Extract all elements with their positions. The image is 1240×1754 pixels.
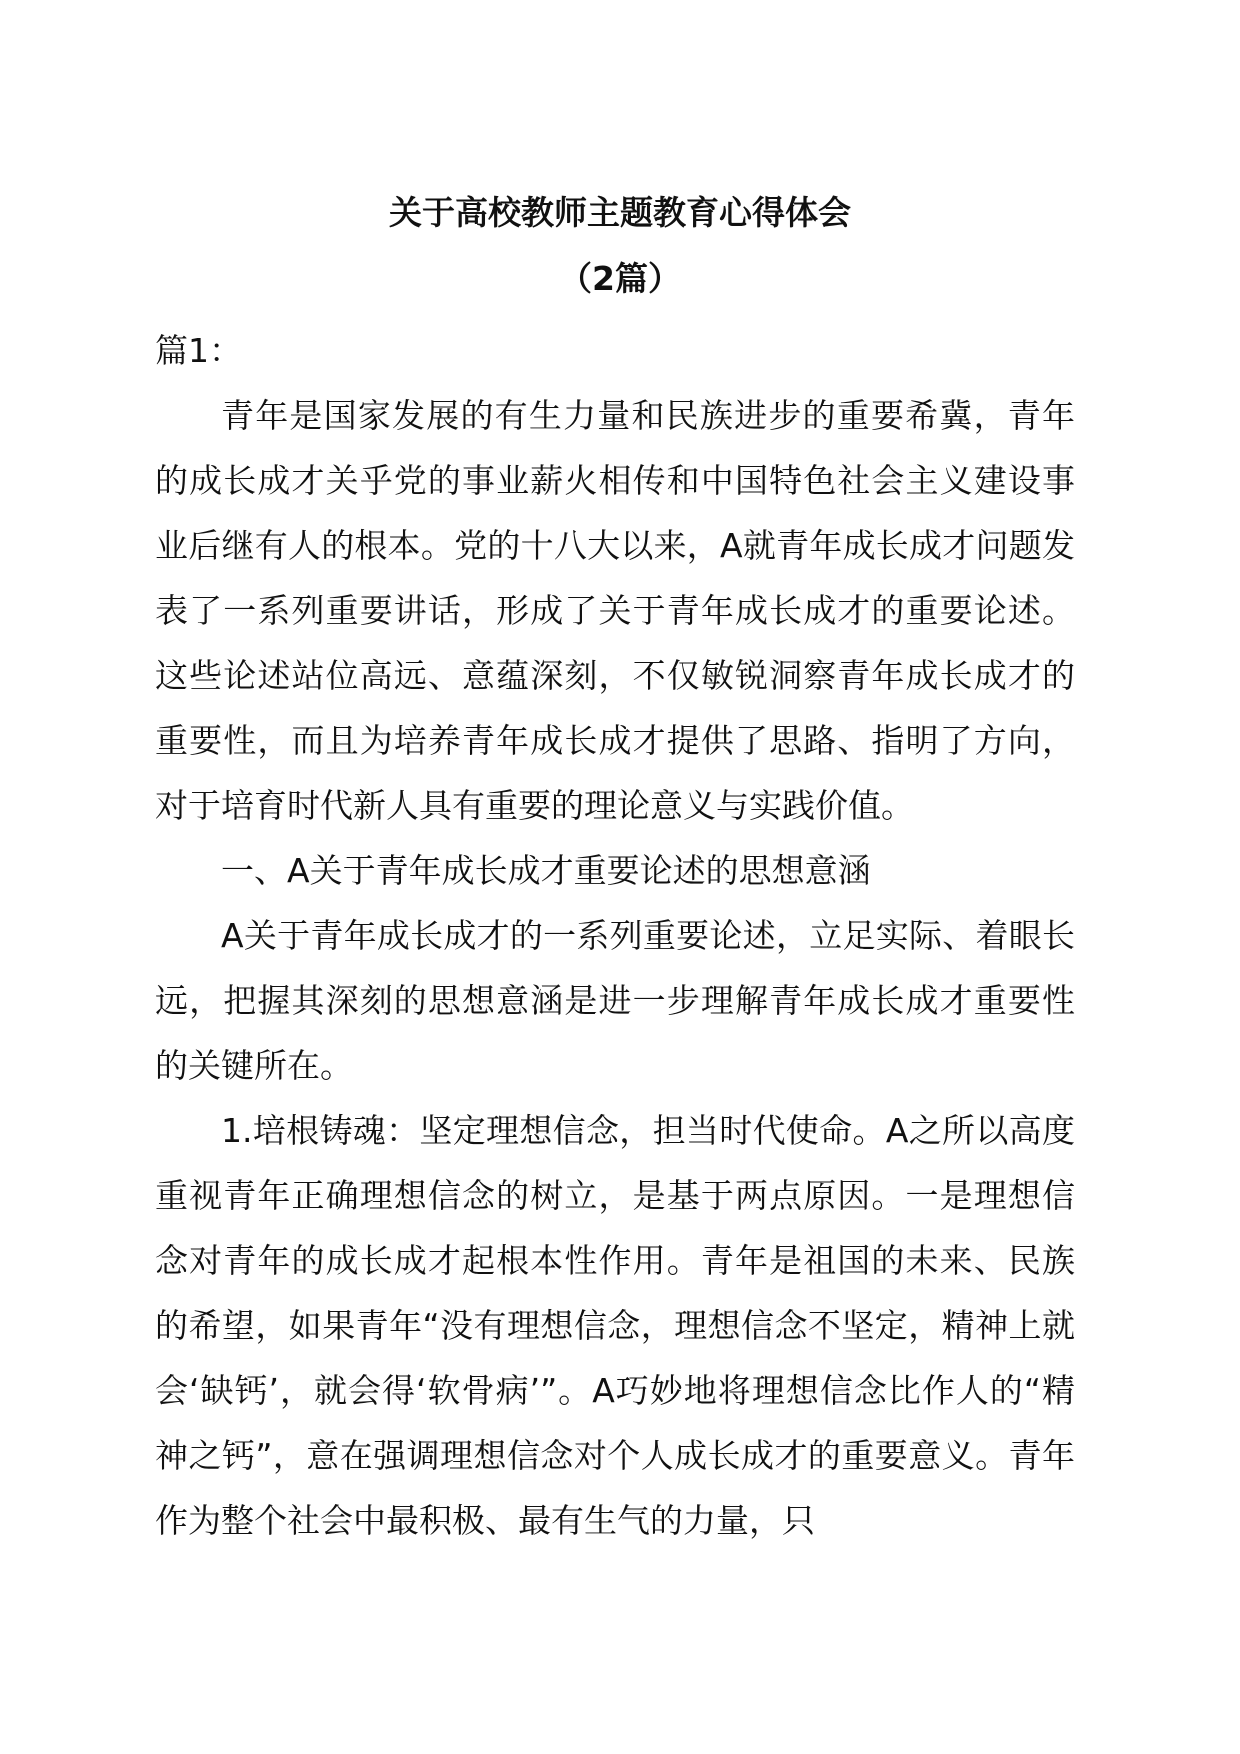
document-subtitle: （2篇） [559,259,681,298]
section-paragraph: A关于青年成长成才的一系列重要论述，立足实际、着眼长远，把握其深刻的思想意涵是进一步理解青年成长成才重要性的关键所在。 [155,916,1075,1085]
section-heading: 一、A关于青年成长成才重要论述的思想意涵 [221,851,871,890]
document-title: 关于高校教师主题教育心得体会 [389,193,851,232]
point-1-paragraph: 1.培根铸魂：坚定理想信念，担当时代使命。A之所以高度重视青年正确理想信念的树立，是基于两点原因。一是理想信念对青年的成长成才起根本性作用。青年是祖国的未来、民族的希望，如果青年“没有理想信念，理想信念不坚定，精神上就会‘缺钙’，就会得‘软骨病’”。A巧妙地将理想信念比作人的“精神之钙”，意在强调理想信念对个人成长成才的重要意义。青年作为整个社会中最积极、最有生气的力量，只 [155,1111,1075,1540]
section-label: 篇1： [155,331,242,370]
document-body [155,318,1075,1553]
intro-paragraph: 青年是国家发展的有生力量和民族进步的重要希冀，青年的成长成才关乎党的事业薪火相传和中国特色社会主义建设事业后继有人的根本。党的十八大以来，A就青年成长成才问题发表了一系列重要讲话，形成了关于青年成长成才的重要论述。这些论述站位高远、意蕴深刻，不仅敏锐洞察青年成长成才的重要性，而且为培养青年成长成才提供了思路、指明了方向，对于培育时代新人具有重要的理论意义与实践价值。 [155,396,1075,825]
